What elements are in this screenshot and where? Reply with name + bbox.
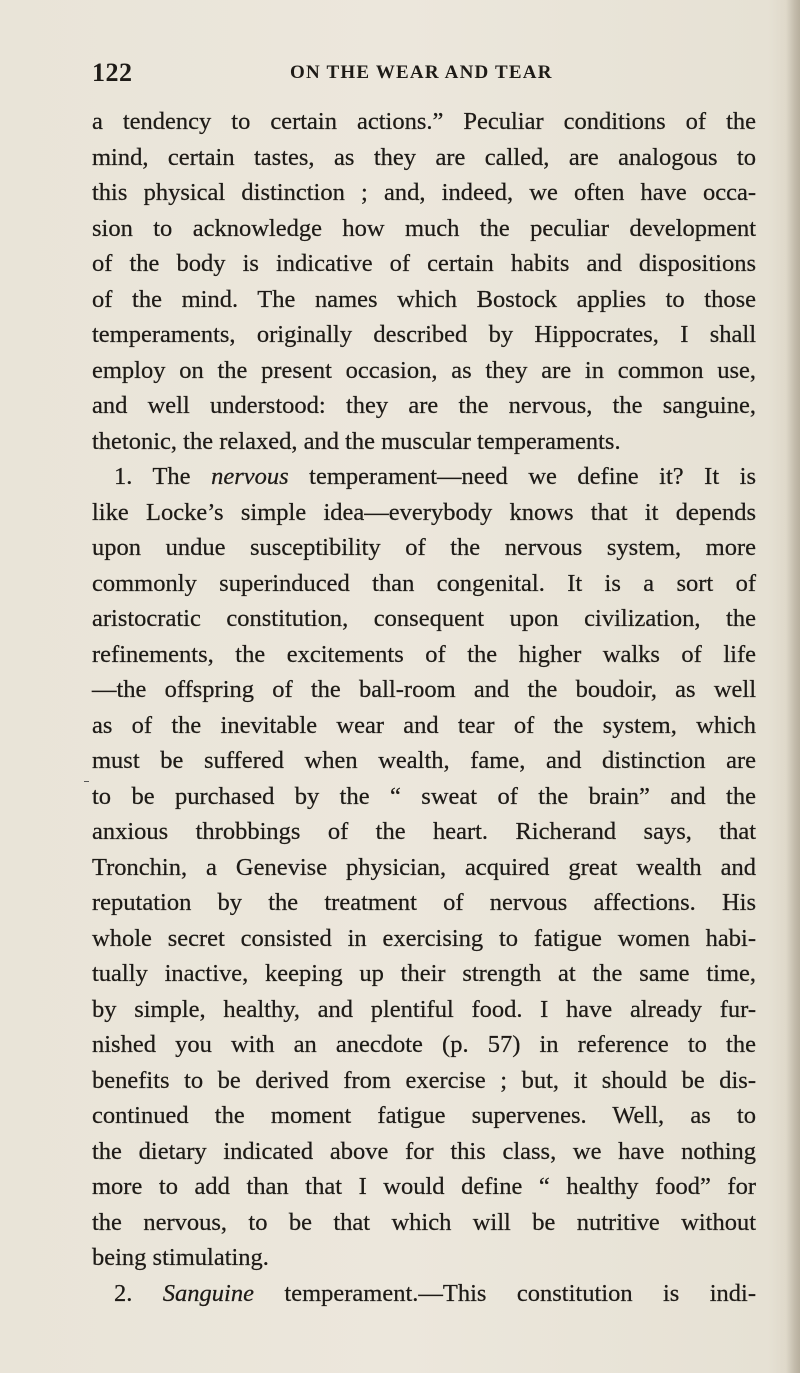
text-run: 2. [114,1279,163,1307]
text-line: and well understood: they are the nervous, the sanguine, [92,392,756,419]
text-line: anxious throbbings of the heart. Richerand says, that [92,818,756,845]
text-line: of the mind. The names which Bostock applies to those [92,285,756,313]
running-head: ON THE WEAR AND TEAR [290,62,553,83]
text-line: tually inactive, keeping up their strength at the same time, [92,960,756,987]
text-line: by simple, healthy, and plentiful food. I have already fur- [92,995,756,1023]
text-line: must be suffered when wealth, fame, and distinction are [92,747,756,774]
text-line: whole secret consisted in exercising to fatigue women habi- [92,924,756,952]
text-run: temperament—need we define it? It is [288,463,756,490]
text-line: commonly superinduced than congenital. It is a sort of [92,569,756,597]
text-line: being stimulating. [92,1244,269,1271]
text-line: —the offspring of the ball-room and the boudoir, as well [92,676,756,703]
page-header [92,58,756,92]
text-line-nervous-heading [92,459,756,495]
text-run: temperament.—This constitution is indi- [253,1279,757,1307]
page-edge-shadow [786,0,800,1373]
text-line: mind, certain tastes, as they are called, are analogous to [92,143,756,171]
text-line: as of the inevitable wear and tear of the system, which [92,711,756,739]
text-line: this physical distinction ; and, indeed, we often have occa- [92,179,756,206]
text-line: of the body is indicative of certain habits and dispositions [92,250,756,277]
text-line: sion to acknowledge how much the peculiar development [92,214,756,242]
text-line: like Locke’s simple idea—everybody knows that it depends [92,498,756,526]
italic-term-sanguine: Sanguine [162,1279,254,1307]
text-line: Tronchin, a Genevise physician, acquired great wealth and [92,853,756,881]
text-line: reputation by the treatment of nervous affections. His [92,889,756,916]
margin-mark [84,781,89,782]
text-run: 1. The [114,463,212,490]
page-number: 122 [92,58,133,87]
text-line: temperaments, originally described by Hippocrates, I shall [92,321,756,348]
text-line: the dietary indicated above for this class, we have nothing [92,1137,756,1165]
text-line: benefits to be derived from exercise ; but, it should be dis- [92,1066,756,1094]
text-line: nished you with an anecdote (p. 57) in reference to the [92,1031,756,1058]
text-line: aristocratic constitution, consequent upon civilization, the [92,605,756,632]
text-line: refinements, the excitements of the higher walks of life [92,640,756,668]
text-line: continued the moment fatigue supervenes. Well, as to [92,1102,756,1129]
text-line: employ on the present occasion, as they are in common use, [92,356,756,384]
text-line: the nervous, to be that which will be nutritive without [92,1208,756,1236]
body-text [92,104,756,1311]
text-line: thetonic, the relaxed, and the muscular temperaments. [92,427,621,455]
text-line: upon undue susceptibility of the nervous system, more [92,534,756,561]
text-line-sanguine-heading [92,1276,756,1312]
italic-term-nervous: nervous [211,463,289,490]
text-line: to be purchased by the “ sweat of the brain” and the [92,782,756,810]
text-line: a tendency to certain actions.” Peculiar conditions of the [92,108,756,135]
text-line: more to add than that I would define “ healthy food” for [92,1173,756,1200]
